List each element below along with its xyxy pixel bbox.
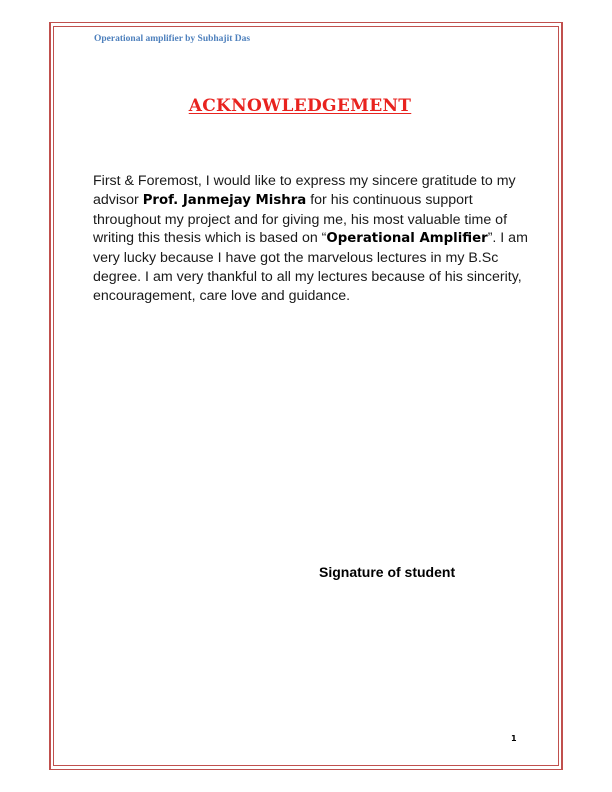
acknowledgement-paragraph	[93, 172, 533, 306]
running-header: Operational amplifier by Subhajit Das	[94, 34, 251, 44]
thesis-topic: Operational Amplifier	[326, 231, 488, 247]
page-border-right	[561, 22, 563, 770]
paragraph-text-1: First & Foremost, I would like to express my sincere gratitude to my advisor	[93, 173, 516, 208]
page-border-inner	[53, 26, 559, 766]
paragraph-text-3: ”. I am very lucky because I have got the marvelous lectures in my B.Sc degree. I am very thankful to all my lectures because of his sincerity, encouragement, care love and guidance.	[93, 230, 528, 304]
page-number: 1	[511, 734, 517, 743]
paragraph-text-2: for his continuous support throughout my project and for giving me, his most valuable time of writing this thesis which is based on “	[93, 191, 508, 247]
signature-label: Signature of student	[319, 564, 456, 580]
advisor-name: Prof. Janmejay Mishra	[142, 192, 307, 208]
page-title: ACKNOWLEDGEMENT	[188, 96, 412, 116]
page-border-left	[49, 22, 51, 770]
